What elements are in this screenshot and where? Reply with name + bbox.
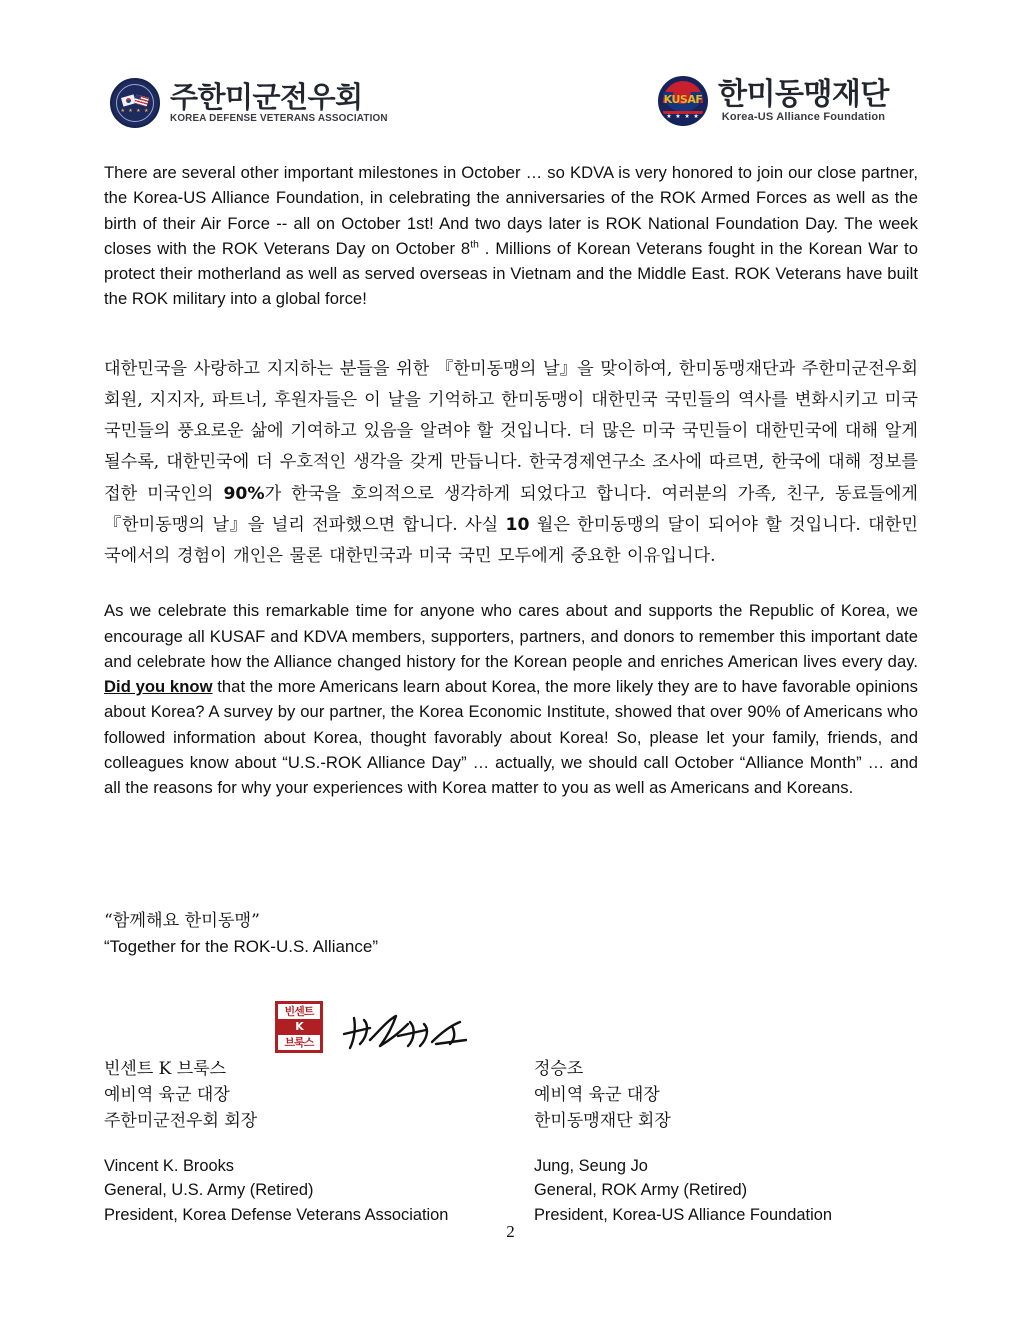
- paragraph-korean-part-b: 가 한국을 호의적으로 생각하게 되었다고 합니다. 여러분의 가족, 친구, 동료들에게 『한미동맹의 날』을 널리 전파했으면 합니다. 사실: [104, 483, 919, 535]
- right-english-rank: General, ROK Army (Retired): [534, 1181, 748, 1200]
- right-english-name: Jung, Seung Jo: [534, 1156, 648, 1175]
- stamp-line-1: 빈센트: [284, 1005, 314, 1019]
- signature-block-right: [534, 1056, 832, 1227]
- vincent-brooks-seal-stamp: [275, 1001, 323, 1053]
- left-korean-title: 주한미군전우회 회장: [104, 1111, 258, 1132]
- kusaf-logo-subtitle: Korea-US Alliance Foundation: [721, 111, 886, 124]
- kdva-seal-icon: [110, 78, 160, 128]
- right-korean-rank: 예비역 육군 대장: [534, 1085, 660, 1106]
- korean-stat-90-percent: 90%: [223, 483, 265, 504]
- kdva-logo: [110, 78, 402, 128]
- kusaf-seal-text: KUSAF: [663, 93, 703, 106]
- paragraph-english-2: [104, 598, 918, 800]
- kusaf-logo: [658, 76, 889, 126]
- paragraph-korean: [104, 354, 918, 572]
- paragraph-english-1-part-b: . Millions of Korean Veterans fought in the Korean War to protect their motherland as well as served overseas in Vietnam and the Middle East. ROK Veterans have built the ROK military into a global force!: [104, 238, 918, 309]
- letter-body: [104, 160, 918, 801]
- paragraph-english-2-part-a: As we celebrate this remarkable time for anyone who cares about and supports the Republic of Korea, we encourage all KUSAF and KDVA members, supporters, partners, and donors to remember this important date and celebrate how the Alliance changed history for the Korean people and enriches American lives every day.: [104, 601, 918, 671]
- letterhead-header: [0, 0, 1021, 150]
- kdva-seal-stars: ★ ★ ★ ★: [120, 108, 150, 114]
- signature-block-left: [104, 1056, 448, 1227]
- paragraph-korean-part-a: 대한민국을 사랑하고 지지하는 분들을 위한 『한미동맹의 날』을 맞이하여, 한미동맹재단과 주한미군전우회 회원, 지지자, 파트너, 후원자들은 이 날을 기억하고 한미동맹이 대한민국 국민들의 역사를 변화시키고 미국 국민들의 풍요로운 삶에 기여하고 있음을 알려야 할 것입니다. 더 많은 미국 국민들이 대한민국에 대해 알게 될수록, 대한민국에 더 우호적인 생각을 갖게 만듭니다. 한국경제연구소 조사에 따르면, 한국에 대해 정보를 접한 미국인의: [104, 358, 918, 504]
- left-english-name: Vincent K. Brooks: [104, 1156, 234, 1175]
- kdva-logo-hangul: 주한미군전우회: [170, 79, 363, 114]
- left-korean-name: 빈센트 K 브룩스: [104, 1059, 227, 1079]
- stamp-line-3: 브룩스: [284, 1035, 314, 1049]
- kusaf-seal-icon: [658, 76, 708, 126]
- left-english-rank: General, U.S. Army (Retired): [104, 1181, 314, 1200]
- paragraph-korean-part-c: 월은 한미동맹의 달이 되어야 할 것입니다. 대한민국에서의 경험이 개인은 물론 대한민국과 미국 국민 모두에게 중요한 이유입니다.: [104, 514, 918, 566]
- handwritten-signature-icon: [340, 1010, 470, 1054]
- kdva-logo-subtitle: KOREA DEFENSE VETERANS ASSOCIATION: [170, 111, 388, 124]
- kusaf-seal-stars: ★ ★ ★ ★: [666, 114, 700, 120]
- paragraph-english-2-part-b: that the more Americans learn about Korea, the more likely they are to have favorable opinions about Korea? A survey by our partner, the Korea Economic Institute, showed that over 90% of Americans who followed information about Korea, thought favorably about Korea! So, please let your family, friends, and colleagues know about “U.S.-ROK Alliance Day” … actually, we should call October “Alliance Month” … and all the reasons for why your experiences with Korea matter to you as well as Americans and Koreans.: [104, 677, 918, 798]
- right-korean-name: 정승조: [534, 1059, 584, 1079]
- motto-english: “Together for the ROK-U.S. Alliance”: [104, 937, 379, 956]
- korean-month-10: 10: [505, 514, 530, 535]
- left-english-title: President, Korea Defense Veterans Association: [104, 1205, 449, 1224]
- motto-korean: “함께해요 한미동맹”: [104, 911, 260, 931]
- right-english-title: President, Korea-US Alliance Foundation: [534, 1205, 832, 1224]
- right-korean-title: 한미동맹재단 회장: [534, 1111, 671, 1132]
- paragraph-english-1-part-a: There are several other important milestones in October … so KDVA is very honored to join our close partner, the Korea-US Alliance Foundation, in celebrating the anniversaries of the ROK Armed Forces as well as the birth of their Air Force -- all on October 1st! And two days later is ROK National Foundation Day. The week closes with the ROK Veterans Day on October 8: [104, 163, 918, 258]
- page-number: 2: [506, 1222, 515, 1241]
- did-you-know-emphasis: Did you know: [104, 677, 213, 697]
- paragraph-english-1: [104, 160, 918, 312]
- ordinal-suffix: th: [470, 239, 479, 251]
- alliance-motto: [104, 908, 704, 960]
- stamp-line-2: K: [278, 1019, 320, 1034]
- left-korean-rank: 예비역 육군 대장: [104, 1085, 230, 1106]
- kusaf-logo-hangul: 한미동맹재단: [718, 76, 889, 112]
